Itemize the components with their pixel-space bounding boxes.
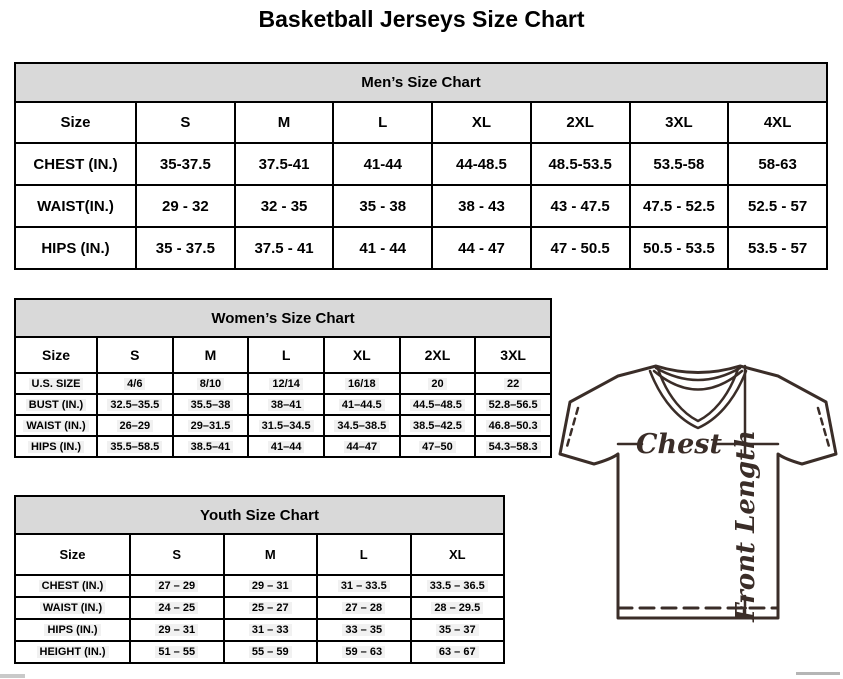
cell-value: 35 – 37 (436, 624, 479, 636)
chart-title: Men’s Size Chart (15, 63, 827, 102)
row-label (15, 373, 97, 394)
cell (224, 597, 318, 619)
table-row (15, 373, 551, 394)
cell (248, 373, 324, 394)
cell-value: 38.5–41 (188, 441, 234, 453)
table-row (15, 143, 827, 185)
cell (432, 227, 531, 269)
chart-title-row (15, 63, 827, 102)
table-row (15, 436, 551, 457)
cell-value: 27 – 28 (342, 602, 385, 614)
cell-value: 48.5-53.5 (548, 155, 612, 173)
row-label-text: CHEST (IN.) (39, 580, 107, 592)
chart-title-row (15, 496, 504, 534)
column-header: S (130, 534, 224, 575)
cell-value: 53.5-58 (653, 155, 705, 173)
cell-value: 33.5 – 36.5 (427, 580, 488, 592)
cell-value: 22 (504, 378, 522, 390)
row-label (15, 185, 136, 227)
cell-value: 34.5–38.5 (334, 420, 389, 432)
cell (475, 394, 551, 415)
cell (475, 436, 551, 457)
cell-value: 31.5–34.5 (259, 420, 314, 432)
cell (432, 185, 531, 227)
cell (400, 415, 476, 436)
cell-value: 8/10 (197, 378, 224, 390)
column-header: XL (432, 102, 531, 143)
column-header: 2XL (531, 102, 630, 143)
table-row (15, 641, 504, 663)
womens-size-chart (14, 298, 552, 458)
cell-value: 59 – 63 (342, 646, 385, 658)
cell (324, 373, 400, 394)
column-header: L (333, 102, 432, 143)
cell (324, 394, 400, 415)
cell-value: 31 – 33 (249, 624, 292, 636)
cell-value: 44 - 47 (458, 239, 505, 257)
cell-value: 35 - 37.5 (155, 239, 215, 257)
row-label (15, 436, 97, 457)
column-header: 4XL (728, 102, 827, 143)
cell (333, 227, 432, 269)
cell (317, 597, 411, 619)
cell (248, 436, 324, 457)
cell (173, 394, 249, 415)
cell-value: 58-63 (758, 155, 797, 173)
cell (130, 641, 224, 663)
chart-title: Women’s Size Chart (15, 299, 551, 337)
jersey-outline (560, 366, 836, 618)
cell (97, 415, 173, 436)
cell-value: 37.5 - 41 (254, 239, 314, 257)
women-size-table (14, 298, 552, 458)
cell-value: 44–47 (344, 441, 381, 453)
cell (531, 185, 630, 227)
cell (630, 227, 729, 269)
cell-value: 16/18 (345, 378, 379, 390)
cell-value: 52.5 - 57 (748, 197, 808, 215)
row-label-text: WAIST (IN.) (40, 602, 105, 614)
row-label-text: WAIST(IN.) (37, 197, 114, 215)
cell-value: 31 – 33.5 (338, 580, 390, 592)
cell-value: 46.8–50.3 (486, 420, 541, 432)
front-length-label: Front Length (731, 430, 761, 622)
cell-value: 54.3–58.3 (486, 441, 541, 453)
cell (400, 436, 476, 457)
cell (248, 415, 324, 436)
cell-value: 35-37.5 (159, 155, 211, 173)
cell (136, 143, 235, 185)
row-label (15, 575, 130, 597)
cell-value: 47 - 50.5 (550, 239, 610, 257)
column-header: M (173, 337, 249, 373)
cell-value: 38–41 (268, 399, 305, 411)
chart-title: Youth Size Chart (15, 496, 504, 534)
cell-value: 25 – 27 (249, 602, 292, 614)
column-header: Size (15, 102, 136, 143)
column-header: XL (324, 337, 400, 373)
cell-value: 47.5 - 52.5 (643, 197, 715, 215)
row-label-text: CHEST (IN.) (33, 155, 118, 173)
cell-value: 50.5 - 53.5 (643, 239, 715, 257)
collar-icon (650, 368, 746, 428)
column-header: 3XL (475, 337, 551, 373)
cell-value: 41 - 44 (359, 239, 407, 257)
cell (224, 575, 318, 597)
row-label (15, 641, 130, 663)
cell (248, 394, 324, 415)
cell (130, 597, 224, 619)
cell (400, 373, 476, 394)
cell (173, 436, 249, 457)
cell (411, 641, 505, 663)
cell-value: 26–29 (117, 420, 154, 432)
cell-value: 38 - 43 (458, 197, 505, 215)
scrollbar-fragment-left (0, 674, 25, 678)
cell-value: 44-48.5 (456, 155, 507, 173)
cell (173, 373, 249, 394)
row-label-text: WAIST (IN.) (23, 420, 88, 432)
column-header: L (317, 534, 411, 575)
cell-value: 32.5–35.5 (107, 399, 162, 411)
row-label-text: U.S. SIZE (29, 378, 84, 390)
cell (324, 415, 400, 436)
cell-value: 43 - 47.5 (550, 197, 610, 215)
row-label (15, 143, 136, 185)
table-row (15, 619, 504, 641)
cell-value: 37.5-41 (258, 155, 310, 173)
column-header: S (136, 102, 235, 143)
cell (317, 619, 411, 641)
row-label-text: BUST (IN.) (26, 399, 86, 411)
table-row (15, 185, 827, 227)
cell (130, 575, 224, 597)
row-label (15, 597, 130, 619)
cell (130, 619, 224, 641)
cell-value: 4/6 (124, 378, 145, 390)
row-label (15, 394, 97, 415)
cell (728, 227, 827, 269)
cell (136, 227, 235, 269)
table-row (15, 575, 504, 597)
cell-value: 35.5–58.5 (107, 441, 162, 453)
page-title: Basketball Jerseys Size Chart (258, 6, 585, 32)
cell (475, 373, 551, 394)
chart-title-row (15, 299, 551, 337)
cell (235, 227, 334, 269)
cell-value: 38.5–42.5 (410, 420, 465, 432)
cell (324, 436, 400, 457)
cell-value: 44.5–48.5 (410, 399, 465, 411)
row-label-text: HIPS (IN.) (28, 441, 84, 453)
cell-value: 12/14 (269, 378, 303, 390)
men-size-table (14, 62, 828, 270)
row-label (15, 415, 97, 436)
table-row (15, 597, 504, 619)
cell (235, 185, 334, 227)
cell-value: 53.5 - 57 (748, 239, 808, 257)
column-header: S (97, 337, 173, 373)
cell (400, 394, 476, 415)
cell (728, 185, 827, 227)
cell-value: 24 – 25 (155, 602, 198, 614)
column-header: L (248, 337, 324, 373)
column-header: XL (411, 534, 505, 575)
row-label-text: HIPS (IN.) (41, 239, 110, 257)
row-label-text: HIPS (IN.) (44, 624, 100, 636)
size-header-row (15, 534, 504, 575)
column-header: 2XL (400, 337, 476, 373)
column-header: Size (15, 534, 130, 575)
chest-label: Chest (636, 429, 722, 460)
table-row (15, 227, 827, 269)
cell (97, 394, 173, 415)
cell (333, 143, 432, 185)
row-label (15, 619, 130, 641)
cell-value: 29–31.5 (188, 420, 234, 432)
cell-value: 28 – 29.5 (431, 602, 483, 614)
cell (333, 185, 432, 227)
cell-value: 41–44 (268, 441, 305, 453)
cell (432, 143, 531, 185)
youth-size-chart (14, 495, 505, 664)
cell-value: 55 – 59 (249, 646, 292, 658)
cell-value: 51 – 55 (155, 646, 198, 658)
size-header-row (15, 102, 827, 143)
cell-value: 41-44 (363, 155, 402, 173)
cell (411, 619, 505, 641)
cell-value: 29 - 32 (162, 197, 209, 215)
cell (224, 641, 318, 663)
cell-value: 32 - 35 (260, 197, 308, 215)
cell-value: 47–50 (419, 441, 456, 453)
cell (728, 143, 827, 185)
column-header: M (235, 102, 334, 143)
jersey-measurement-diagram (556, 358, 840, 624)
cell (531, 143, 630, 185)
cell-value: 35.5–38 (188, 399, 234, 411)
column-header: M (224, 534, 318, 575)
row-label (15, 227, 136, 269)
cell (136, 185, 235, 227)
cell (630, 185, 729, 227)
column-header: Size (15, 337, 97, 373)
cell (235, 143, 334, 185)
cell (531, 227, 630, 269)
scrollbar-fragment-right (796, 672, 840, 675)
cell (97, 373, 173, 394)
cell-value: 63 – 67 (436, 646, 479, 658)
cell (317, 641, 411, 663)
cell (630, 143, 729, 185)
cell-value: 27 – 29 (155, 580, 198, 592)
cell-value: 41–44.5 (339, 399, 385, 411)
cell (173, 415, 249, 436)
mens-size-chart (14, 62, 828, 270)
youth-size-table (14, 495, 505, 664)
row-label-text: HEIGHT (IN.) (37, 646, 109, 658)
cell (411, 575, 505, 597)
cell-value: 20 (428, 378, 446, 390)
cell-value: 52.8–56.5 (486, 399, 541, 411)
table-row (15, 394, 551, 415)
cell-value: 35 - 38 (359, 197, 407, 215)
cell (411, 597, 505, 619)
cell-value: 29 – 31 (155, 624, 198, 636)
cell (317, 575, 411, 597)
cell (475, 415, 551, 436)
column-header: 3XL (630, 102, 729, 143)
cell-value: 33 – 35 (342, 624, 385, 636)
cell (224, 619, 318, 641)
cell (97, 436, 173, 457)
cell-value: 29 – 31 (249, 580, 292, 592)
table-row (15, 415, 551, 436)
size-header-row (15, 337, 551, 373)
